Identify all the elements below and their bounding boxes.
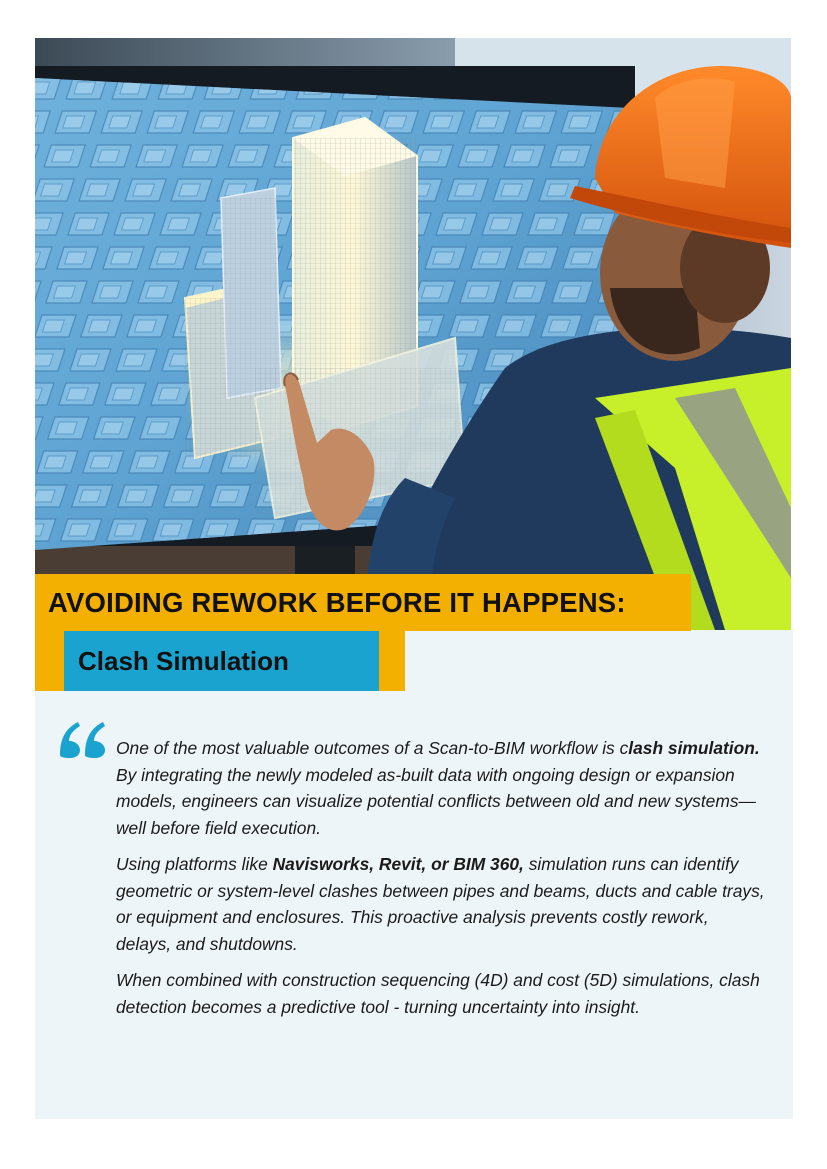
- paragraph-1-bold: lash simulation.: [628, 738, 760, 758]
- paragraph-3-text: When combined with construction sequencing (4D) and cost (5D) simulations, clash detection becomes a predictive tool - turning uncertainty into insight.: [116, 970, 760, 1017]
- paragraph-1: [116, 735, 766, 841]
- body-text: [116, 735, 766, 1030]
- paragraph-2-text: Using platforms like: [116, 854, 273, 874]
- paragraph-3: [116, 967, 766, 1020]
- paragraph-2-rest: simulation runs can identify geometric or system-level clashes between pipes and beams, ducts and cable trays, or equipment and enclosures. This proactive analysis prevents costly rework, delays, and shutdowns.: [116, 854, 765, 954]
- paragraph-2: [116, 851, 766, 957]
- subheading-box: [64, 631, 379, 691]
- subheading: Clash Simulation: [78, 645, 289, 676]
- headline-banner: [35, 574, 691, 631]
- hero-image: [35, 38, 791, 630]
- paragraph-2-bold: Navisworks, Revit, or BIM 360,: [272, 854, 524, 874]
- paragraph-1-rest: By integrating the newly modeled as-built data with ongoing design or expansion models, engineers can visualize potential conflicts between old and new systems—well before field execution.: [116, 764, 756, 838]
- paragraph-1-text: One of the most valuable outcomes of a Scan-to-BIM workflow is c: [116, 738, 629, 758]
- headline: AVOIDING REWORK BEFORE IT HAPPENS:: [48, 586, 626, 618]
- quote-mark-icon: [58, 719, 108, 759]
